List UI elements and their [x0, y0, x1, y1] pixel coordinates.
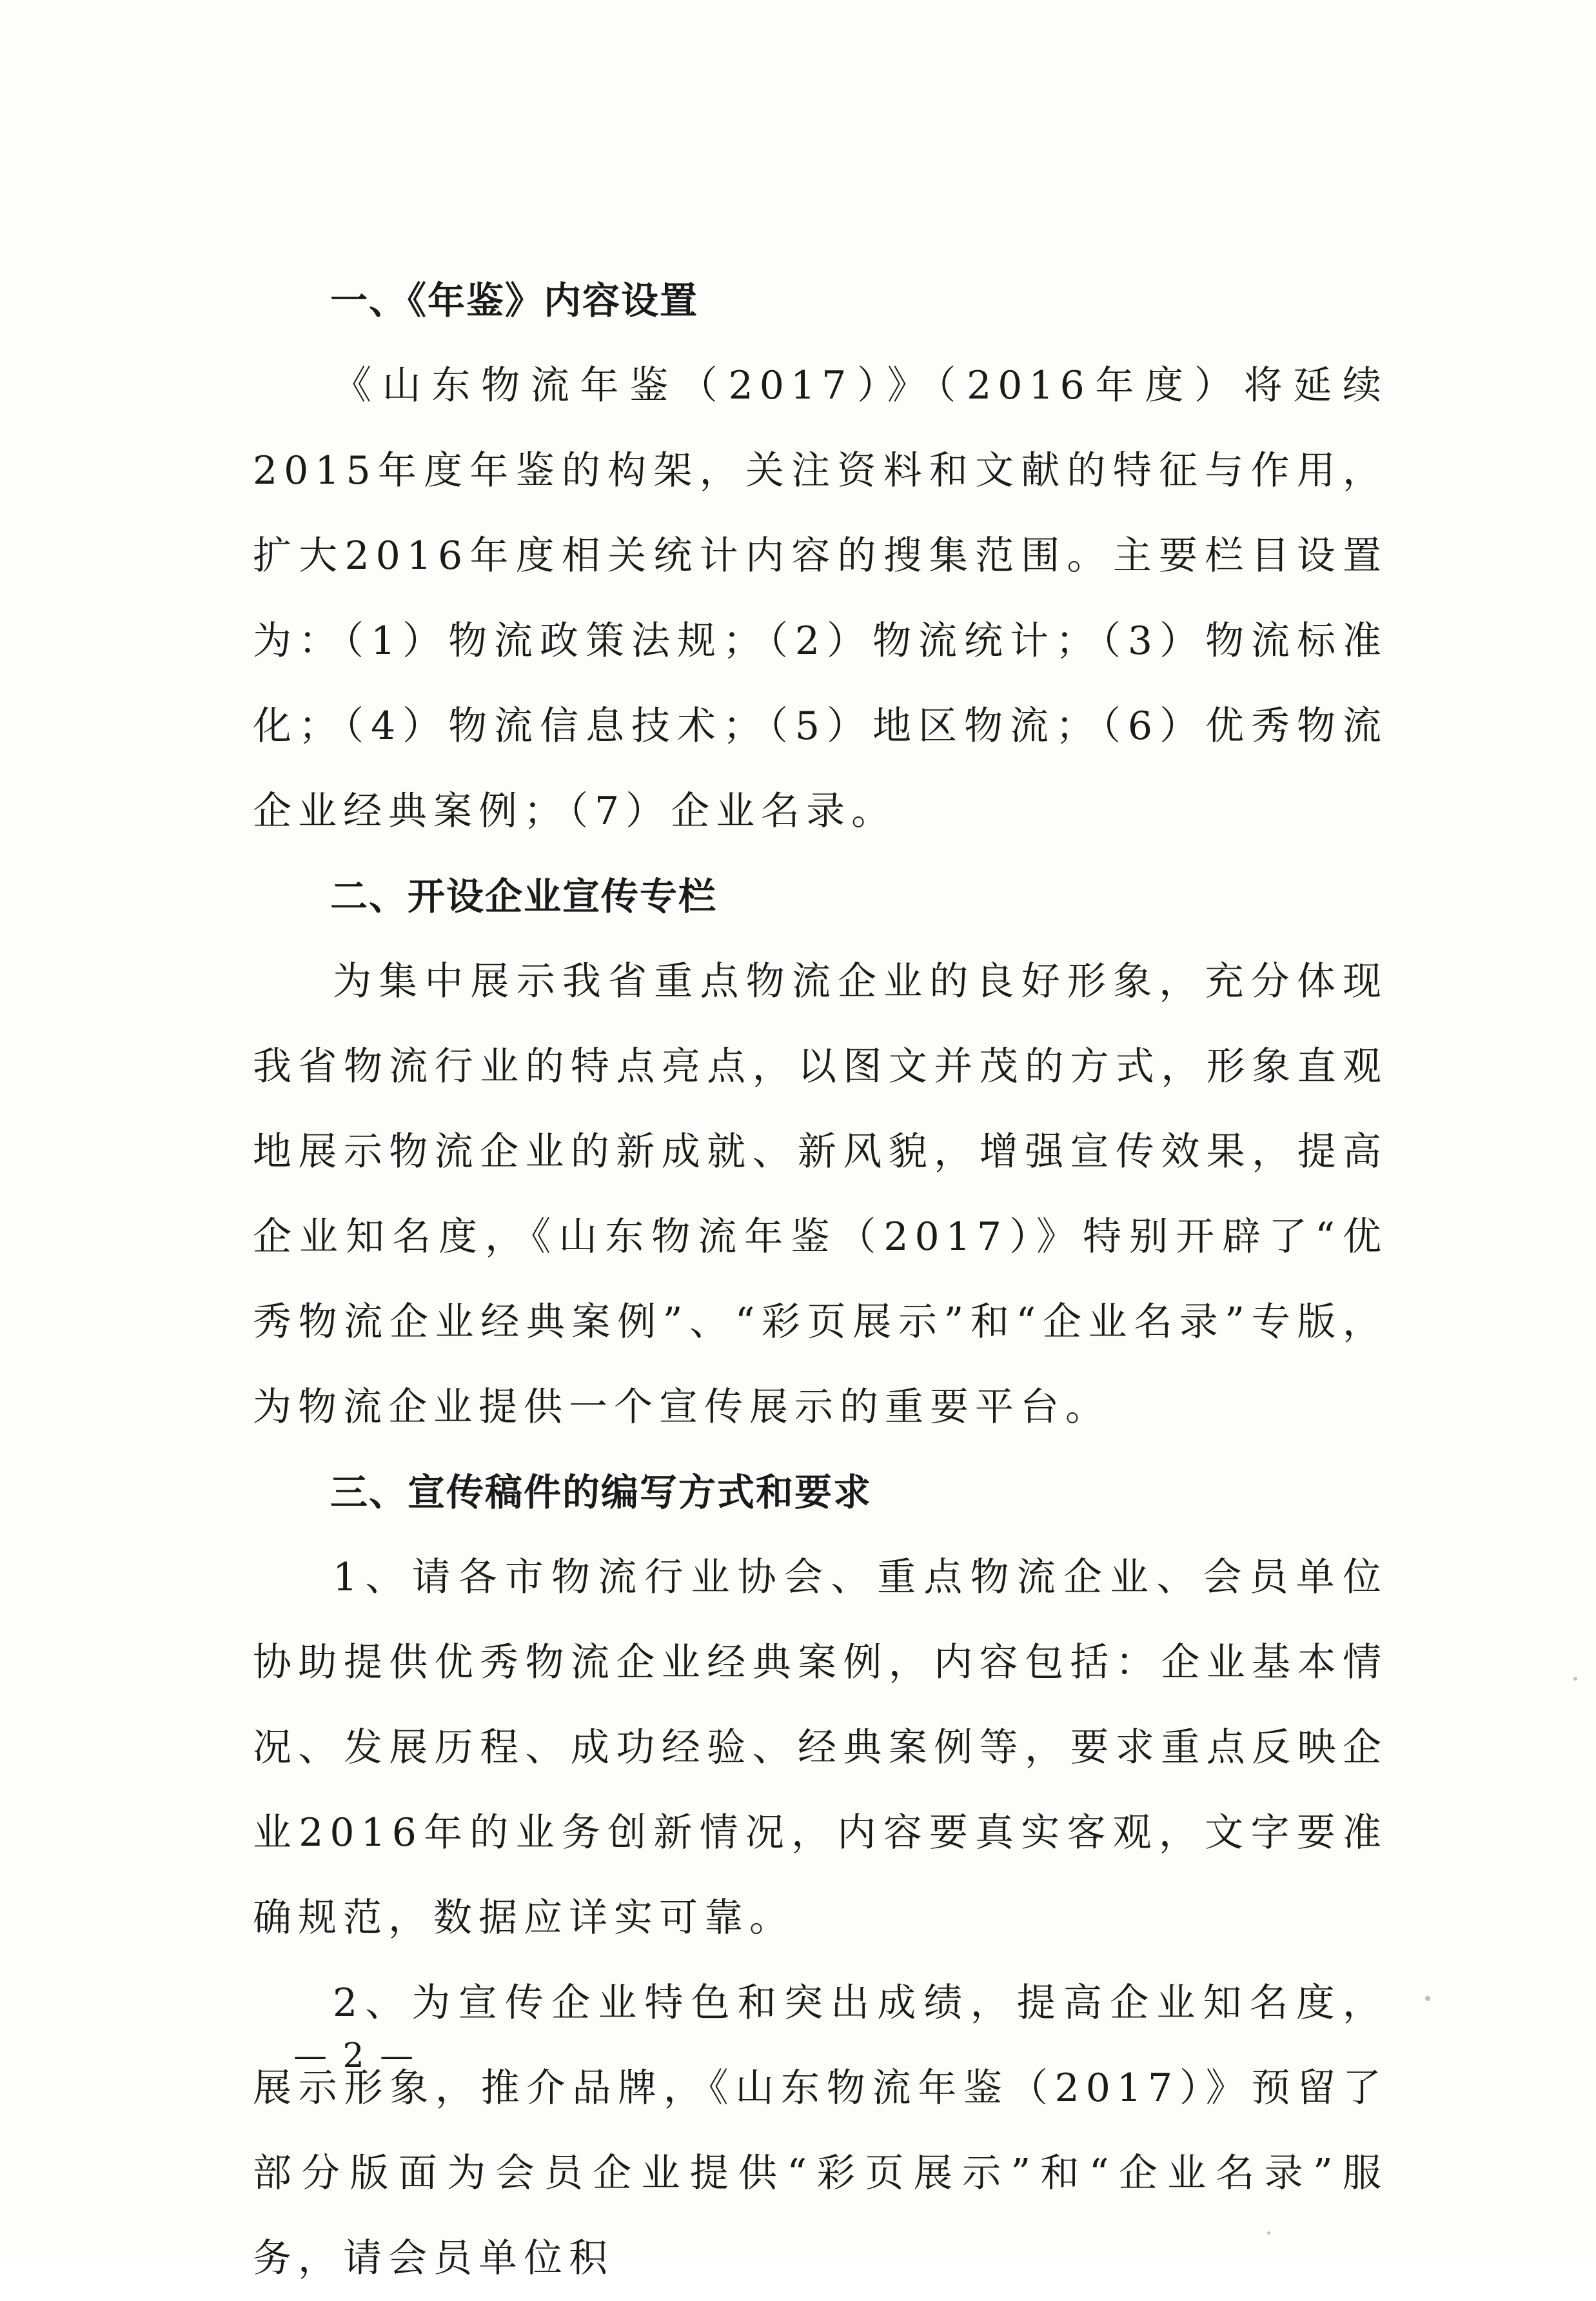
section-3-paragraph-2: 2、为宣传企业特色和突出成绩，提高企业知名度，展示形象，推介品牌，《山东物流年鉴（2017）》预留了部分版面为会员企业提供“彩页展示”和“企业名录”服务，请会员单位积: [253, 1980, 1388, 2281]
section-2-paragraph-1: 为集中展示我省重点物流企业的良好形象，充分体现我省物流行业的特点亮点，以图文并茂的方式，形象直观地展示物流企业的新成就、新风貌，增强宣传效果，提高企业知名度，《山东物流年鉴（2017）》特别开辟了“优秀物流企业经典案例”、“彩页展示”和“企业名录”专版，为物流企业提供一个宣传展示的重要平台。: [253, 959, 1388, 1430]
section-heading-2: 二、开设企业宣传专栏: [330, 874, 718, 918]
section-3-paragraph-1: 1、请各市物流行业协会、重点物流企业、会员单位协助提供优秀物流企业经典案例，内容包括：企业基本情况、发展历程、成功经验、经典案例等，要求重点反映企业2016年的业务创新情况，内容要真实客观，文字要准确规范，数据应详实可靠。: [253, 1555, 1388, 1941]
scan-speck: [1573, 1677, 1577, 1681]
page-number: — 2 —: [293, 2037, 417, 2075]
scan-speck: [1267, 2231, 1270, 2235]
section-1-paragraph-1: 《山东物流年鉴（2017）》（2016年度）将延续2015年度年鉴的构架，关注资料和文献的特征与作用，扩大2016年度相关统计内容的搜集范围。主要栏目设置为：（1）物流政策法规；（2）物流统计；（3）物流标准化；（4）物流信息技术；（5）地区物流；（6）优秀物流企业经典案例；（7）企业名录。: [253, 363, 1388, 834]
scan-speck: [1425, 1996, 1430, 2001]
document-body: [253, 258, 1388, 2301]
section-heading-1: 一、《年鉴》内容设置: [330, 279, 699, 322]
section-heading-3: 三、宣传稿件的编写方式和要求: [330, 1470, 872, 1514]
